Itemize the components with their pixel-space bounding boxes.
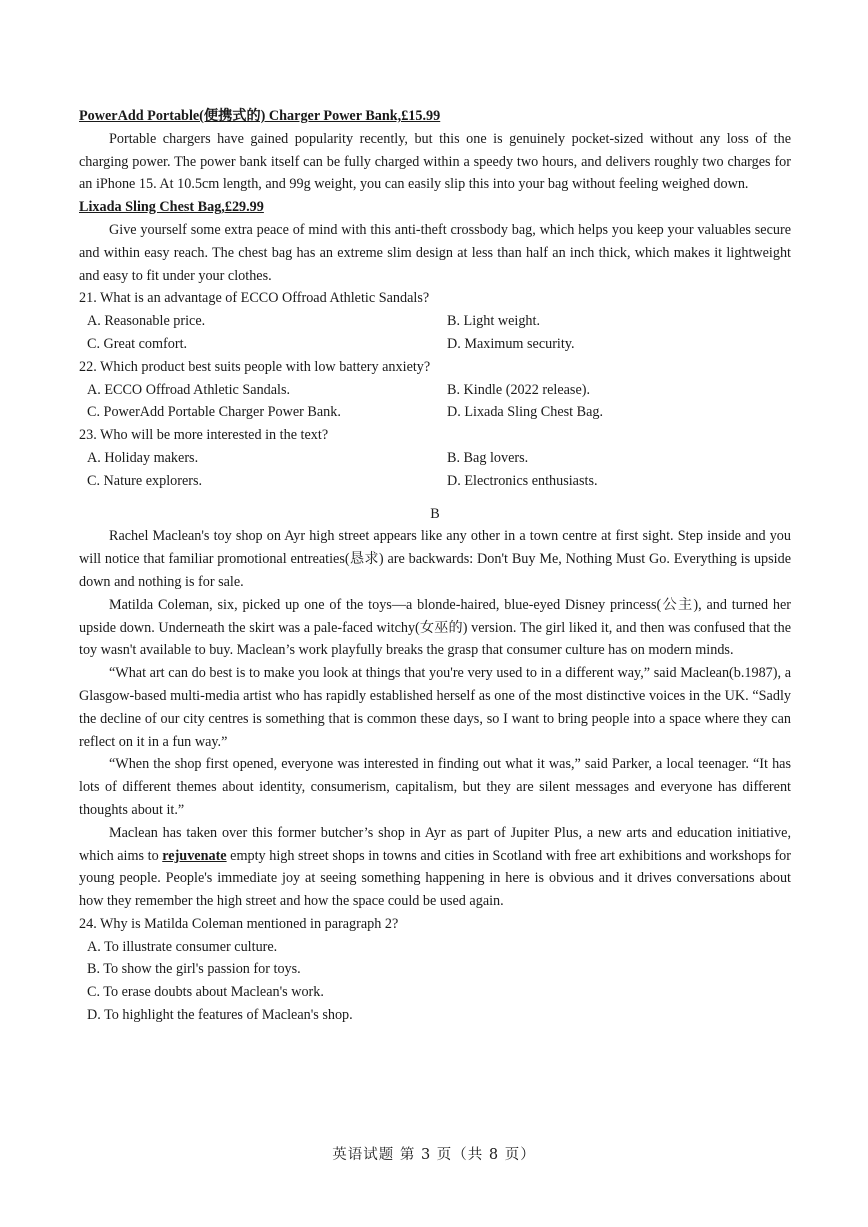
option-a: A. Holiday makers. [87, 449, 199, 466]
question-stem: 21. What is an advantage of ECCO Offroad Athletic Sandals? [79, 290, 430, 307]
question-22 [79, 356, 791, 424]
page-content [79, 105, 791, 1027]
page-footer: 英语试题 第 3 页（共 8 页） [332, 1147, 536, 1163]
passage-paragraph-3: “What art can do best is to make you look at things that you're very used to in a different way,” said Maclean(b.1987), a Glasgow-based multi-media artist who has rapidly established herself as one of the most distinctive voices in the UK. “Sadly the decline of our city centres is something that is common these days, so I want to bring people into a space where they can reflect on it in a fun way.” [79, 665, 791, 750]
option-d: D. Maximum security. [447, 335, 575, 352]
question-stem: 22. Which product best suits people with low battery anxiety? [79, 358, 431, 375]
question-stem: 24. Why is Matilda Coleman mentioned in paragraph 2? [79, 915, 399, 932]
question-stem: 23. Who will be more interested in the text? [79, 427, 329, 444]
options-grid [79, 310, 791, 356]
product-description-chest-bag: Give yourself some extra peace of mind with this anti-theft crossbody bag, which helps you keep your valuables secure and within easy reach. The chest bag has an extreme slim design at less than half an inch thick, which makes it lightweight and easy to fit under your clothes. [79, 221, 791, 284]
options-grid [79, 447, 791, 493]
option-d: D. Lixada Sling Chest Bag. [447, 404, 604, 421]
question-23 [79, 424, 791, 492]
paragraph-text: empty high street shops in towns and cities in Scotland with free art exhibitions and workshops for young people. People's immediate joy at seeing something happening in here is obvious and it drives conversations about how they remember the high street and how the space could be used again. [79, 847, 791, 910]
product-description-power-bank: Portable chargers have gained popularity recently, but this one is genuinely pocket-sized without any loss of the charging power. The power bank itself can be fully charged within a speedy two hours, and delivers roughly two charges for an iPhone 15. At 10.5cm length, and 99g weight, you can easily slip this into your bag without feeling weighed down. [79, 130, 791, 193]
product-title-chest-bag: Lixada Sling Chest Bag,£29.99 [79, 199, 264, 216]
underlined-word: rejuvenate [162, 847, 227, 864]
option-a: A. To illustrate consumer culture. [87, 938, 278, 955]
passage-paragraph-1: Rachel Maclean's toy shop on Ayr high street appears like any other in a town centre at first sight. Step inside and you will notice that familiar promotional entreaties(恳求) are backwards: Don't Buy Me, Nothing Must Go. Everything is upside down and nothing is for sale. [79, 528, 791, 590]
passage-paragraph-2: Matilda Coleman, six, picked up one of the toys—a blonde-haired, blue-eyed Disney princess(公主), and turned her upside down. Underneath the skirt was a pale-faced witchy(女巫的) version. The girl liked it, and then was confused that the toy wasn't available to buy. Maclean’s work playfully breaks the grasp that consumer culture has on modern minds. [79, 596, 791, 659]
product-title-power-bank: PowerAdd Portable(便携式的) Charger Power Bank,£15.99 [79, 108, 441, 124]
options-list [79, 936, 791, 1027]
option-c: C. PowerAdd Portable Charger Power Bank. [87, 404, 341, 421]
options-grid [79, 379, 791, 425]
passage-paragraph-5 [79, 822, 791, 913]
option-a: A. ECCO Offroad Athletic Sandals. [87, 381, 291, 398]
option-a: A. Reasonable price. [87, 313, 206, 330]
section-b-title: B [430, 505, 440, 522]
option-d: D. Electronics enthusiasts. [447, 472, 598, 489]
option-b: B. Bag lovers. [447, 449, 529, 466]
option-b: B. Light weight. [447, 313, 541, 330]
paragraph-text: Maclean has taken over this former butcher’s shop in Ayr as part of Jupiter Plus, a new arts and education initiative, which aims to [79, 824, 791, 864]
option-d: D. To highlight the features of Maclean's shop. [87, 1007, 353, 1024]
question-21 [79, 287, 791, 355]
option-c: C. Nature explorers. [87, 472, 203, 489]
option-b: B. To show the girl's passion for toys. [87, 961, 301, 978]
passage-paragraph-4: “When the shop first opened, everyone was interested in finding out what it was,” said Parker, a local teenager. “It has lots of different themes about identity, consumerism, capitalism, but they are silent messages and everyone has different thoughts about it.” [79, 756, 791, 818]
question-24 [79, 913, 791, 1027]
option-b: B. Kindle (2022 release). [447, 381, 591, 398]
option-c: C. To erase doubts about Maclean's work. [87, 984, 324, 1001]
option-c: C. Great comfort. [87, 335, 188, 352]
